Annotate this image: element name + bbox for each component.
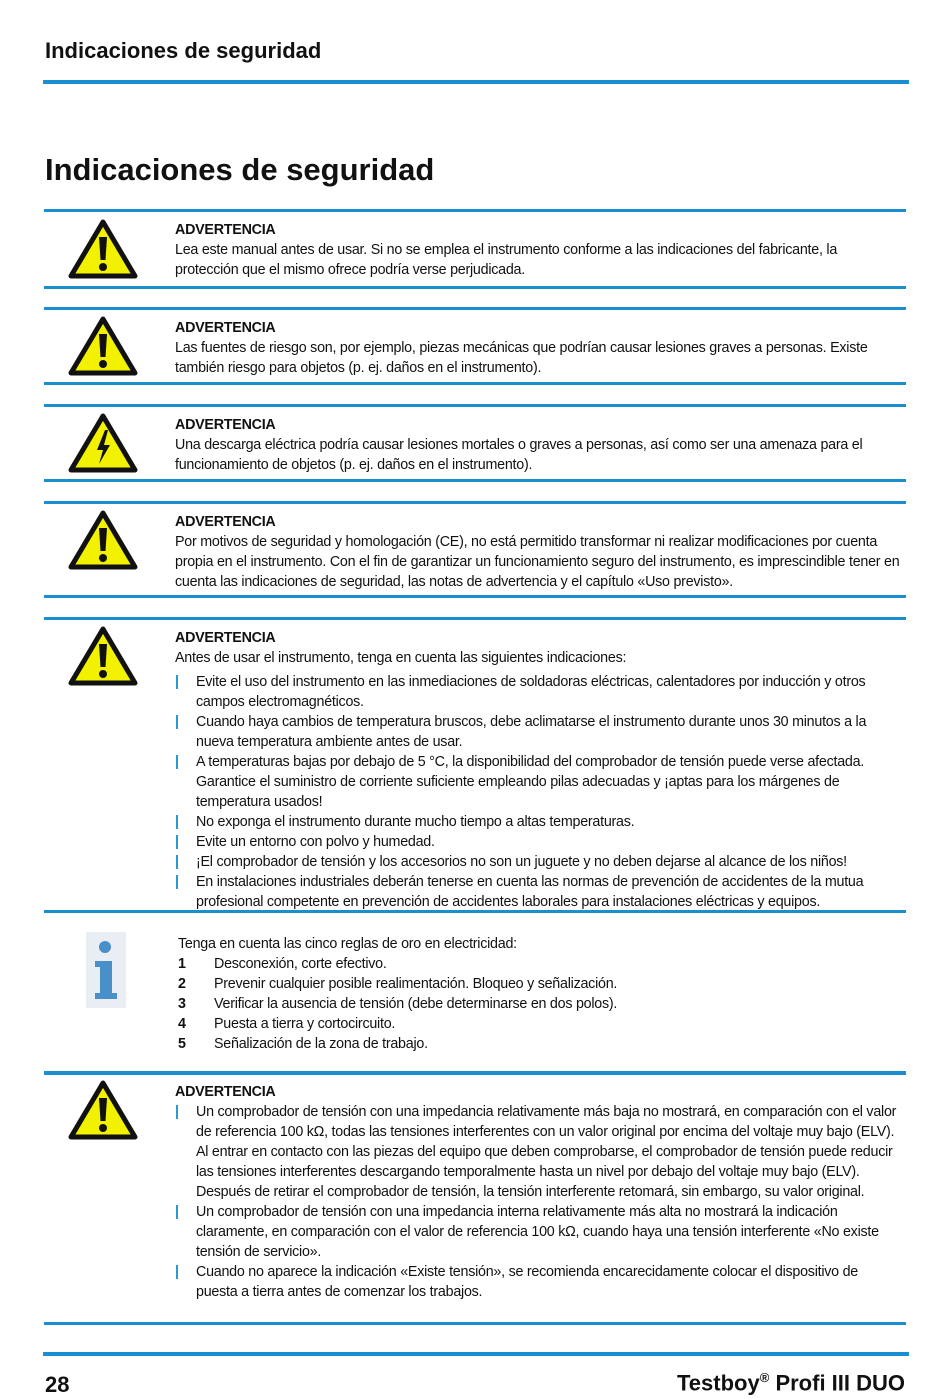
product-name bbox=[677, 1370, 905, 1396]
model-name: Profi III DUO bbox=[775, 1370, 905, 1396]
list-item: | Cuando haya cambios de temperatura bruscos, debe aclimatarse el instrumento durante unos 30 minutos a la nueva temperatura ambiente antes de usar. bbox=[175, 712, 902, 752]
list-item: | En instalaciones industriales deberán tenerse en cuenta las normas de prevención de accidentes de la mutua profesional competente en prevención de accidentes laborales para instalaciones eléctricas y equipos. bbox=[175, 872, 902, 912]
warning-box bbox=[44, 404, 906, 482]
list-item: | Evite un entorno con polvo y humedad. bbox=[175, 832, 902, 852]
warning-label: ADVERTENCIA bbox=[175, 417, 276, 433]
rule-number: 1 bbox=[178, 956, 186, 972]
list-item: | Evite el uso del instrumento en las inmediaciones de soldadoras eléctricas, calentadores por inducción y otros campos electromagnéticos. bbox=[175, 672, 902, 712]
info-box bbox=[44, 913, 906, 1075]
warning-box bbox=[44, 617, 906, 913]
rule-item bbox=[178, 994, 902, 1014]
warning-label: ADVERTENCIA bbox=[175, 514, 276, 530]
rule-item bbox=[178, 1034, 902, 1054]
rule-number: 3 bbox=[178, 996, 186, 1012]
page-title: Indicaciones de seguridad bbox=[45, 152, 435, 187]
warning-label: ADVERTENCIA bbox=[175, 1084, 276, 1100]
info-icon bbox=[86, 932, 126, 1008]
list-item: | No exponga el instrumento durante mucho tiempo a altas temperaturas. bbox=[175, 812, 902, 832]
rule-item bbox=[178, 974, 902, 994]
warning-text: Antes de usar el instrumento, tenga en cuenta las siguientes indicaciones: bbox=[175, 650, 627, 666]
list-item: | Cuando no aparece la indicación «Existe tensión», se recomienda encarecidamente colocar el dispositivo de puesta a tierra antes de comenzar los trabajos. bbox=[175, 1262, 902, 1302]
rule-text: Verificar la ausencia de tensión (debe determinarse en dos polos). bbox=[214, 996, 618, 1012]
warning-text: Una descarga eléctrica podría causar lesiones mortales o graves a personas, así como ser una amenaza para el funcionamiento de objetos (p. ej. daños en el instrumento). bbox=[175, 437, 863, 473]
list-item: | ¡El comprobador de tensión y los accesorios no son un juguete y no deben dejarse al alcance de los niños! bbox=[175, 852, 902, 872]
header-rule bbox=[43, 80, 909, 84]
info-intro: Tenga en cuenta las cinco reglas de oro en electricidad: bbox=[178, 936, 517, 952]
running-header: Indicaciones de seguridad bbox=[45, 38, 322, 63]
page-number: 28 bbox=[45, 1372, 70, 1397]
rule-text: Señalización de la zona de trabajo. bbox=[214, 1036, 428, 1052]
warning-triangle-icon bbox=[68, 316, 138, 376]
list-item: | Un comprobador de tensión con una impedancia interna relativamente más alta no mostrará la indicación claramente, en comparación con el valor de referencia 100 kΩ, cuando haya una tensión interferente «No existe tensión de servicio». bbox=[175, 1202, 902, 1262]
warning-text: Por motivos de seguridad y homologación (CE), no está permitido transformar ni realizar modificaciones por cuenta propia en el instrumento. Con el fin de garantizar un funcionamiento seguro del instrumento, es imprescindible tener en cuenta las indicaciones de seguridad, las notas de advertencia y el capítulo «Uso previsto». bbox=[175, 534, 900, 590]
warning-label: ADVERTENCIA bbox=[175, 630, 276, 646]
rule-text: Prevenir cualquier posible realimentación. Bloqueo y señalización. bbox=[214, 976, 618, 992]
list-item: | A temperaturas bajas por debajo de 5 °C, la disponibilidad del comprobador de tensión puede verse afectada. Garantice el suministro de corriente suficiente empleando pilas adecuadas y ¡aptas para los márgenes de temperatura usados! bbox=[175, 752, 902, 812]
warning-triangle-icon bbox=[68, 510, 138, 570]
warning-text: Lea este manual antes de usar. Si no se emplea el instrumento conforme a las indicaciones del fabricante, la protección que el mismo ofrece podría verse perjudicada. bbox=[175, 242, 838, 278]
warning-text: Las fuentes de riesgo son, por ejemplo, piezas mecánicas que podrían causar lesiones graves a personas. Existe también riesgo para objetos (p. ej. daños en el instrumento). bbox=[175, 340, 868, 376]
warning-box bbox=[44, 501, 906, 598]
warning-triangle-icon bbox=[68, 626, 138, 686]
footer-rule bbox=[43, 1352, 909, 1356]
rule-number: 5 bbox=[178, 1036, 186, 1052]
warning-box bbox=[44, 307, 906, 385]
rule-text: Desconexión, corte efectivo. bbox=[214, 956, 387, 972]
warning-box bbox=[44, 1071, 906, 1325]
warning-label: ADVERTENCIA bbox=[175, 320, 276, 336]
rule-number: 2 bbox=[178, 976, 186, 992]
list-item: | Un comprobador de tensión con una impedancia relativamente más baja no mostrará, en comparación con el valor de referencia 100 kΩ, todas las tensiones interferentes con un valor original por encima del voltaje muy bajo (ELV). Al entrar en contacto con las piezas del equipo que deben comprobarse, el comprobador de tensión puede reducir las tensiones interferentes descargando temporalmente hasta un nivel por debajo del voltaje muy bajo (ELV). Después de retirar el comprobador de tensión, la tensión interferente retomará, sin embargo, su valor original. bbox=[175, 1102, 902, 1202]
rule-item bbox=[178, 954, 902, 974]
rule-text: Puesta a tierra y cortocircuito. bbox=[214, 1016, 396, 1032]
rule-item bbox=[178, 1014, 902, 1034]
high-voltage-icon bbox=[68, 413, 138, 473]
warning-triangle-icon bbox=[68, 219, 138, 279]
warning-box bbox=[44, 209, 906, 289]
warning-label: ADVERTENCIA bbox=[175, 222, 276, 238]
rule-number: 4 bbox=[178, 1016, 186, 1032]
registered-mark: ® bbox=[759, 1370, 770, 1385]
warning-triangle-icon bbox=[68, 1080, 138, 1140]
brand-name: Testboy bbox=[677, 1370, 760, 1396]
